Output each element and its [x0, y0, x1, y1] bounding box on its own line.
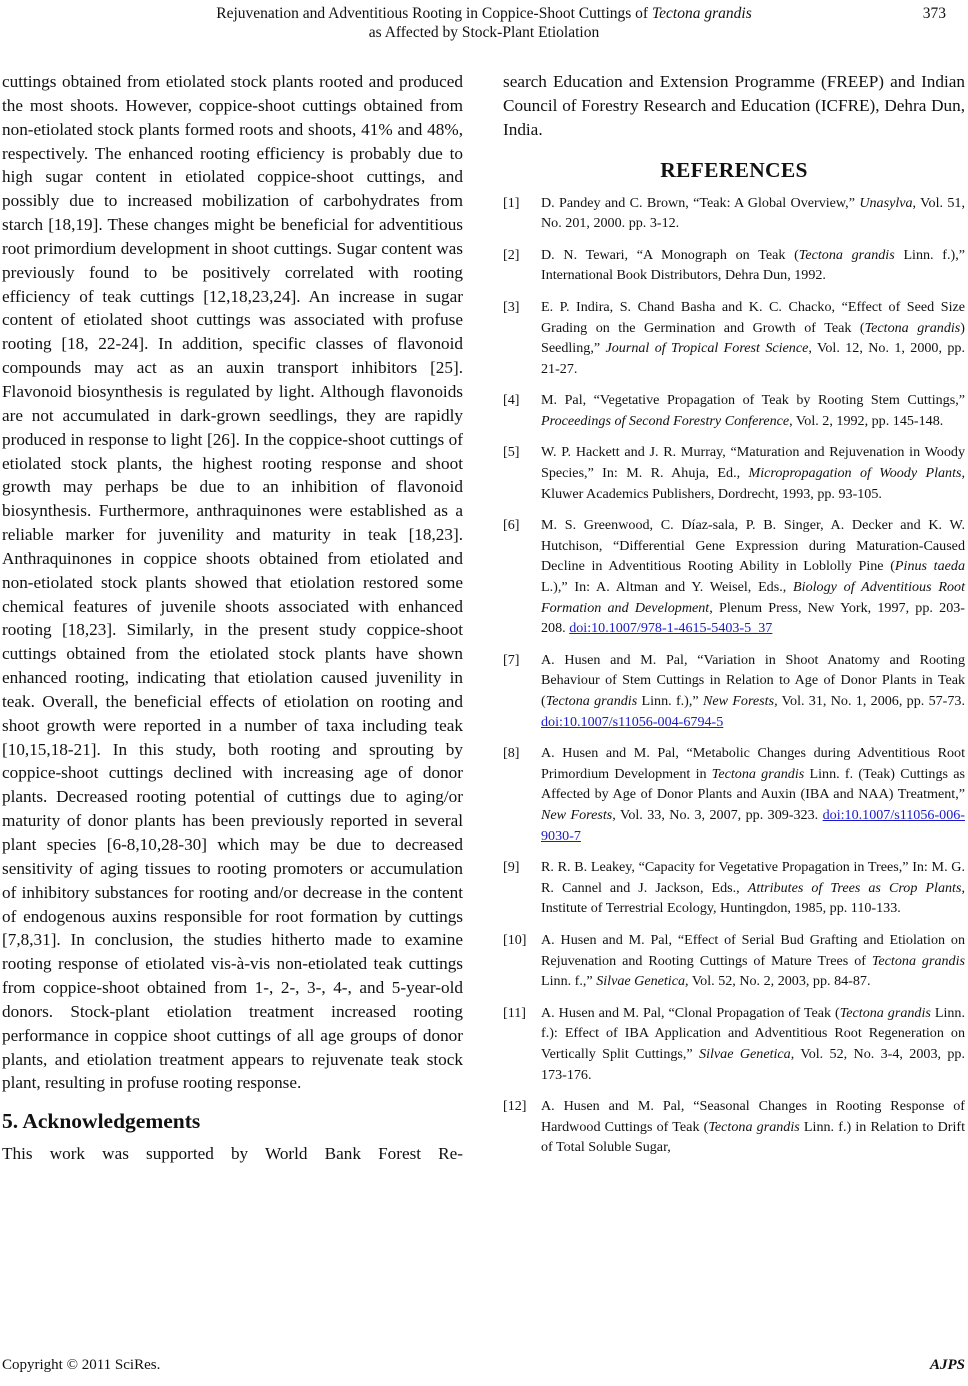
reference-italic: New Forests	[541, 806, 613, 823]
header-species: Tectona grandis	[651, 5, 752, 22]
reference-item	[503, 650, 965, 732]
reference-segment: , Kluwer Academics Publishers, Dordrecht, 1993, pp. 93-105.	[541, 465, 966, 502]
reference-segment: ) Seedling,”	[541, 319, 965, 357]
reference-text	[541, 650, 965, 732]
reference-segment: , Vol. 2, 1992, pp. 145-148.	[789, 412, 944, 429]
reference-segment: A. Husen and M. Pal, “Metabolic Changes during Adventitious Root Primordium Development in	[541, 745, 965, 782]
reference-segment: , Plenum Press, New York, 1997, pp. 203-208.	[541, 599, 965, 637]
left-column	[2, 70, 463, 1166]
reference-number: [10]	[503, 931, 527, 948]
reference-italic: Tectona grandis	[798, 246, 895, 263]
reference-italic: Tectona grandis	[711, 765, 805, 782]
journal-abbreviation: AJPS	[929, 1357, 965, 1373]
reference-segment: , Vol. 33, No. 3, 2007, pp. 309-323.	[612, 806, 823, 823]
acknowledgements-text: This work was supported by World Bank Forest Re-	[2, 1144, 463, 1164]
reference-text	[541, 193, 965, 234]
reference-text	[541, 857, 965, 919]
reference-item	[503, 245, 965, 286]
reference-number: [11]	[503, 1004, 526, 1021]
reference-italic: Tectona grandis	[864, 319, 961, 336]
reference-italic: Tectona grandis	[708, 1118, 800, 1135]
reference-italic: Tectona grandis	[839, 1004, 931, 1021]
reference-text	[541, 1096, 965, 1158]
reference-text	[541, 515, 965, 639]
reference-text	[541, 743, 965, 846]
reference-segment: Linn. f.,”	[541, 973, 597, 990]
reference-segment: D. Pandey and C. Brown, “Teak: A Global Overview,”	[541, 194, 860, 211]
references-list	[503, 193, 965, 1158]
reference-item	[503, 442, 965, 504]
reference-italic: Tectona grandis	[545, 693, 638, 709]
reference-segment: Linn. f.): Effect of IBA Application and Adventitious Root Regeneration on Vertically Split Cuttings,”	[541, 1004, 965, 1062]
reference-segment: , Vol. 12, No. 1, 2000, pp. 21-27.	[541, 340, 965, 377]
reference-number: [6]	[503, 517, 520, 534]
reference-italic: Silvae Genetica	[596, 973, 686, 990]
doi-link[interactable]: doi:10.1007/978-1-4615-5403-5_37	[569, 620, 773, 637]
reference-item	[503, 1096, 965, 1158]
reference-item	[503, 515, 965, 639]
reference-segment: Linn. f.),” International Book Distributors, Dehra Dun, 1992.	[541, 246, 965, 284]
reference-text	[541, 1003, 965, 1085]
reference-segment: A. Husen and M. Pal, “Variation in Shoot Anatomy and Rooting Behaviour of Stem Cuttings in Relation to Age of Donor Plants in Teak (	[541, 651, 965, 709]
reference-segment: D. N. Tewari, “A Monograph on Teak (	[541, 246, 799, 263]
reference-item	[503, 297, 965, 379]
reference-number: [1]	[503, 194, 520, 211]
reference-italic: Unasylva	[859, 194, 913, 211]
reference-item	[503, 743, 965, 846]
reference-item	[503, 857, 965, 919]
header-title-line1: Rejuvenation and Adventitious Rooting in Coppice-Shoot Cuttings of Tectona grandis	[216, 5, 752, 22]
page-number: 373	[922, 5, 946, 22]
reference-number: [2]	[503, 246, 520, 263]
reference-italic: Proceedings of Second Forestry Conference	[541, 412, 790, 429]
running-header	[0, 4, 968, 42]
references-heading: REFERENCES	[660, 157, 808, 182]
reference-italic: Pinus taeda	[894, 558, 965, 575]
reference-segment: A. Husen and M. Pal, “Seasonal Changes in Rooting Response of Hardwood Cuttings of Teak (	[541, 1098, 965, 1135]
reference-segment: A. Husen and M. Pal, “Effect of Serial Bud Grafting and Etiolation on Rejuvenation and Rooting Cuttings of Mature Trees of	[541, 931, 965, 969]
reference-number: [3]	[503, 298, 520, 315]
reference-item	[503, 390, 965, 431]
reference-number: [8]	[503, 745, 520, 762]
discussion-paragraph: cuttings obtained from etiolated stock plants rooted and produced the most shoots. However, coppice-shoot cuttings obtained from non-etiolated stock plants formed roots and shoots, 41% and 48%, respectively. The enhanced rooting efficiency is probably due to high sugar content in etiolated coppice-shoot cuttings, and possibly due to increased mobilization of carbohydrates from starch [18,19]. These changes might be beneficial for adventitious root primordium development in shoot cuttings. Sugar content was previously found to be positively correlated with rooting efficiency of teak cuttings [12,18,23,24]. An increase in sugar content of etiolated shoot cuttings was associated with profuse rooting [18, 22-24]. In addition, specific classes of flavonoid compounds may act as an auxin transport inhibitors [25]. Flavonoid biosynthesis is regulated by light. Although flavonoids are not accumulated in dark-grown seedlings, they are rapidly produced in response to light [26]. In the coppice-shoot cuttings of etiolated stock plants, the highest rooting response and shoot growth may perhaps be due to an inhibition of flavonoid biosynthesis. Furthermore, anthraquinones were established as a reliable marker for juvenility and maturity in teak [18,23]. Anthraquinones in coppice shoots obtained from etiolated and non-etiolated stock plants showed that etiolation restored some chemical features of juvenile shoots associated with enhanced rooting [18,23]. Similarly, in the present study coppice-shoot cuttings obtained from the etiolated stock plants have shown enhanced rooting, indicating that etiolation caused juvenility in teak. Overall, the beneficial effects of etiolation on rooting and shoot growth were reported in a number of taxa including teak [10,15,18-21]. In this study, both rooting and sprouting by coppice-shoot cuttings declined with increasing age of donor plants. Decreased rooting potential of cuttings due to aging/or maturity of donor plants has been previously reported in several plant species [6-8,10,28-30] which may be due to decreased sensitivity of aging tissues to rooting promoters or accumulation of inhibitory substances for rooting and/or decrease in the content of endogenous auxins responsible for root formation by cuttings [7,8,31]. In conclusion, the studies hitherto made to examine rooting response of etiolated vis-à-vis non-etiolated teak cuttings from coppice-shoot obtained from 1-, 2-, 3-, 4-, and 5-year-old donors. Stock-plant etiolation treatment increased rooting performance in coppice shoot cuttings of all age groups of donor plants, and etiolation treatment appears to rejuvenate teak stock plant, resulting in profuse rooting response.	[2, 72, 463, 1093]
right-column	[503, 70, 965, 1169]
acknowledgements-continued: search Education and Extension Programme (FREEP) and Indian Council of Forestry Research and Education (ICFRE), Dehra Dun, India.	[503, 72, 965, 139]
reference-number: [7]	[503, 651, 520, 668]
copyright-notice: Copyright © 2011 SciRes.	[2, 1357, 161, 1373]
reference-number: [9]	[503, 859, 520, 876]
reference-item	[503, 930, 965, 992]
doi-link[interactable]: doi:10.1007/s11056-006-9030-7	[541, 806, 965, 844]
reference-segment: W. P. Hackett and J. R. Murray, “Maturation and Rejuvenation in Woody Species,” In: M. R. Ahuja, Ed.,	[541, 444, 965, 482]
reference-segment: , Vol. 51, No. 201, 2000. pp. 3-12.	[541, 194, 965, 232]
reference-italic: New Forests,	[702, 693, 778, 709]
reference-italic: Biology of Adventitious Root Formation and Development	[541, 579, 965, 616]
reference-segment: , Institute of Terrestrial Ecology, Huntingdon, 1985, pp. 110-133.	[541, 879, 965, 917]
reference-segment: A. Husen and M. Pal, “Clonal Propagation of Teak (	[541, 1004, 840, 1021]
reference-text	[541, 297, 965, 379]
reference-italic: Journal of Tropical Forest Science	[605, 340, 809, 357]
reference-italic: Silvae Genetica	[699, 1045, 791, 1062]
reference-segment: Linn. f.),”	[637, 693, 703, 709]
reference-number: [5]	[503, 444, 520, 461]
reference-italic: Attributes of Trees as Crop Plants	[747, 879, 962, 896]
reference-number: [4]	[503, 392, 520, 409]
reference-text	[541, 390, 965, 431]
reference-segment: Linn. f. (Teak) Cuttings as Affected by Age of Donor Plants and Auxin (IBA and NAA) Treatment,”	[541, 765, 965, 803]
reference-number: [12]	[503, 1098, 527, 1115]
reference-segment: R. R. B. Leakey, “Capacity for Vegetative Propagation in Trees,” In: M. G. R. Cannel and J. Jackson, Eds.,	[541, 859, 965, 896]
reference-text	[541, 245, 965, 286]
page-footer	[2, 1357, 965, 1374]
reference-segment: E. P. Indira, S. Chand Basha and K. C. Chacko, “Effect of Seed Size Grading on the Germination and Growth of Teak (	[541, 298, 965, 336]
reference-italic: Tectona grandis	[871, 952, 965, 969]
reference-text	[541, 930, 965, 992]
reference-segment: Vol. 31, No. 1, 2006, pp. 57-73.	[777, 693, 965, 709]
reference-italic: Micropropagation of Woody Plants	[748, 465, 962, 482]
reference-segment: Linn. f.) in Relation to Drift of Total Soluble Sugar,	[541, 1118, 965, 1156]
reference-item	[503, 193, 965, 234]
reference-segment: L.),” In: A. Altman and Y. Weisel, Eds.,	[541, 579, 794, 596]
acknowledgements-heading: 5. Acknowledgements	[2, 1109, 201, 1134]
reference-segment: , Vol. 52, No. 3-4, 2003, pp. 173-176.	[541, 1045, 965, 1083]
reference-segment: M. S. Greenwood, C. Díaz-sala, P. B. Singer, A. Decker and K. W. Hutchison, “Differential Gene Expression during Maturation-Caused Decline in Adventitious Rooting Ability in Loblolly Pine (	[541, 517, 965, 575]
reference-segment: M. Pal, “Vegetative Propagation of Teak by Rooting Stem Cuttings,”	[541, 392, 965, 409]
doi-link[interactable]: doi:10.1007/s11056-004-6794-5	[541, 713, 724, 730]
reference-segment: , Vol. 52, No. 2, 2003, pp. 84-87.	[685, 973, 871, 990]
header-title-line2: as Affected by Stock-Plant Etiolation	[368, 24, 600, 41]
reference-text	[541, 442, 965, 504]
reference-item	[503, 1003, 965, 1085]
